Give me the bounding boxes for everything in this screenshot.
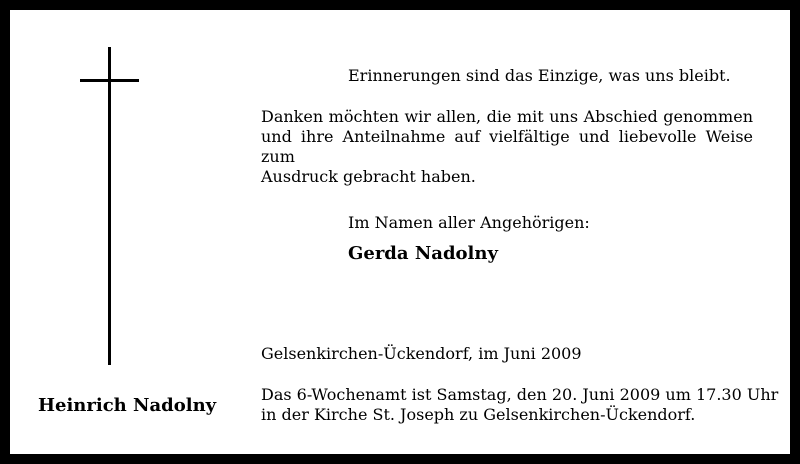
service-line: Das 6-Wochenamt ist Samstag, den 20. Juni 2009 um 17.30 Uhr — [261, 385, 779, 404]
deceased-name: Heinrich Nadolny — [38, 395, 217, 416]
cross-vertical-bar — [108, 47, 111, 365]
memorial-motto: Erinnerungen sind das Einzige, was uns bleibt. — [348, 66, 731, 85]
thanks-line: und ihre Anteilnahme auf vielfältige und liebevolle Weise zum — [261, 127, 753, 166]
place-date: Gelsenkirchen-Ückendorf, im Juni 2009 — [261, 344, 582, 363]
family-name: Gerda Nadolny — [348, 243, 498, 264]
thanks-line: Ausdruck gebracht haben. — [261, 167, 476, 186]
family-label: Im Namen aller Angehörigen: — [348, 213, 590, 232]
service-line: in der Kirche St. Joseph zu Gelsenkirchen-Ückendorf. — [261, 405, 696, 424]
cross-horizontal-bar — [80, 79, 139, 82]
memorial-service-info — [261, 385, 778, 425]
thanks-line: Danken möchten wir allen, die mit uns Abschied genommen — [261, 107, 753, 126]
thanks-paragraph — [261, 107, 753, 187]
